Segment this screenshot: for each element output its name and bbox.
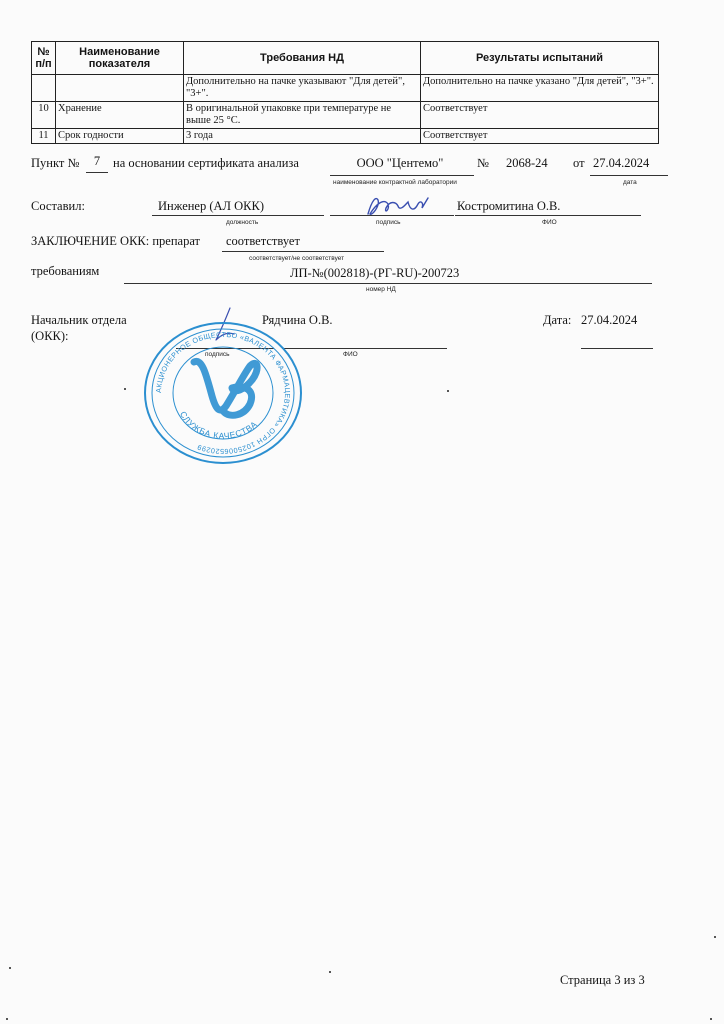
head-label-line2: (ОКК): (31, 329, 69, 343)
header-name: Наименование показателя (56, 42, 184, 75)
row-requirement: В оригинальной упаковке при температуре не выше 25 °С. (184, 102, 421, 129)
date-caption: дата (623, 179, 637, 186)
nd-caption: номер НД (366, 286, 396, 293)
composed-position: Инженер (АЛ ОКК) (158, 199, 265, 213)
table-row (32, 102, 659, 129)
punkt-from: от (573, 156, 585, 170)
row-result: Соответствует (421, 129, 659, 144)
signature-caption: подпись (376, 219, 401, 226)
fio-caption: ФИО (542, 219, 557, 226)
punkt-prefix: Пункт № (31, 156, 80, 170)
row-requirement: 3 года (184, 129, 421, 144)
head-date-label: Дата: (543, 313, 572, 327)
punkt-basis: на основании сертификата анализа (113, 156, 299, 170)
spec-table (31, 41, 659, 144)
punkt-no-sign: № (477, 156, 489, 170)
position-caption: должность (226, 219, 259, 226)
composed-name: Костромитина О.В. (457, 199, 561, 213)
composed-label: Составил: (31, 199, 85, 213)
row-num: 10 (32, 102, 56, 129)
row-name: Хранение (56, 102, 184, 129)
page-number: Страница 3 из 3 (560, 973, 645, 987)
table-row (32, 129, 659, 144)
head-name: Рядчина О.В. (262, 313, 333, 327)
punkt-cert-no: 2068-24 (506, 156, 548, 170)
head-date: 27.04.2024 (581, 313, 638, 327)
head-signature-caption: подпись (205, 351, 230, 358)
nd-number: ЛП-№(002818)-(РГ-RU)-200723 (290, 266, 460, 280)
row-num (32, 75, 56, 102)
conclusion-value: соответствует (226, 234, 300, 248)
header-num: № п/п (32, 42, 56, 75)
row-num: 11 (32, 129, 56, 144)
conclusion-label: ЗАКЛЮЧЕНИЕ ОКК: препарат (31, 234, 201, 248)
punkt-lab: ООО "Центемо" (356, 156, 444, 170)
conclusion-caption: соответствует/не соответствует (249, 255, 345, 262)
head-fio-caption: ФИО (343, 351, 358, 358)
svg-text:СЛУЖБА КАЧЕСТВА: СЛУЖБА КАЧЕСТВА (177, 409, 260, 441)
punkt-number: 7 (93, 154, 101, 168)
header-results: Результаты испытаний (421, 42, 659, 75)
punkt-date: 27.04.2024 (593, 156, 650, 170)
row-requirement: Дополнительно на пачке указывают "Для детей", "3+". (184, 75, 421, 102)
row-name: Срок годности (56, 129, 184, 144)
lab-caption: наименование контрактной лаборатории (333, 179, 457, 186)
svg-text:АКЦИОНЕРНОЕ ОБЩЕСТВО «ВАЛЕНТА: АКЦИОНЕРНОЕ ОБЩЕСТВО «ВАЛЕНТА ФАРМАЦЕВТИКА» ОГРН 1025006520299 (153, 329, 293, 457)
row-result: Дополнительно на пачке указано "Для детей", "3+". (421, 75, 659, 102)
signature-composer (362, 190, 434, 222)
table-header-row (32, 42, 659, 75)
head-label-line1: Начальник отдела (31, 313, 127, 327)
quality-stamp (140, 318, 306, 468)
table-row (32, 75, 659, 102)
conclusion-req-label: требованиям (31, 264, 100, 278)
header-requirements: Требования НД (184, 42, 421, 75)
row-result: Соответствует (421, 102, 659, 129)
row-name (56, 75, 184, 102)
